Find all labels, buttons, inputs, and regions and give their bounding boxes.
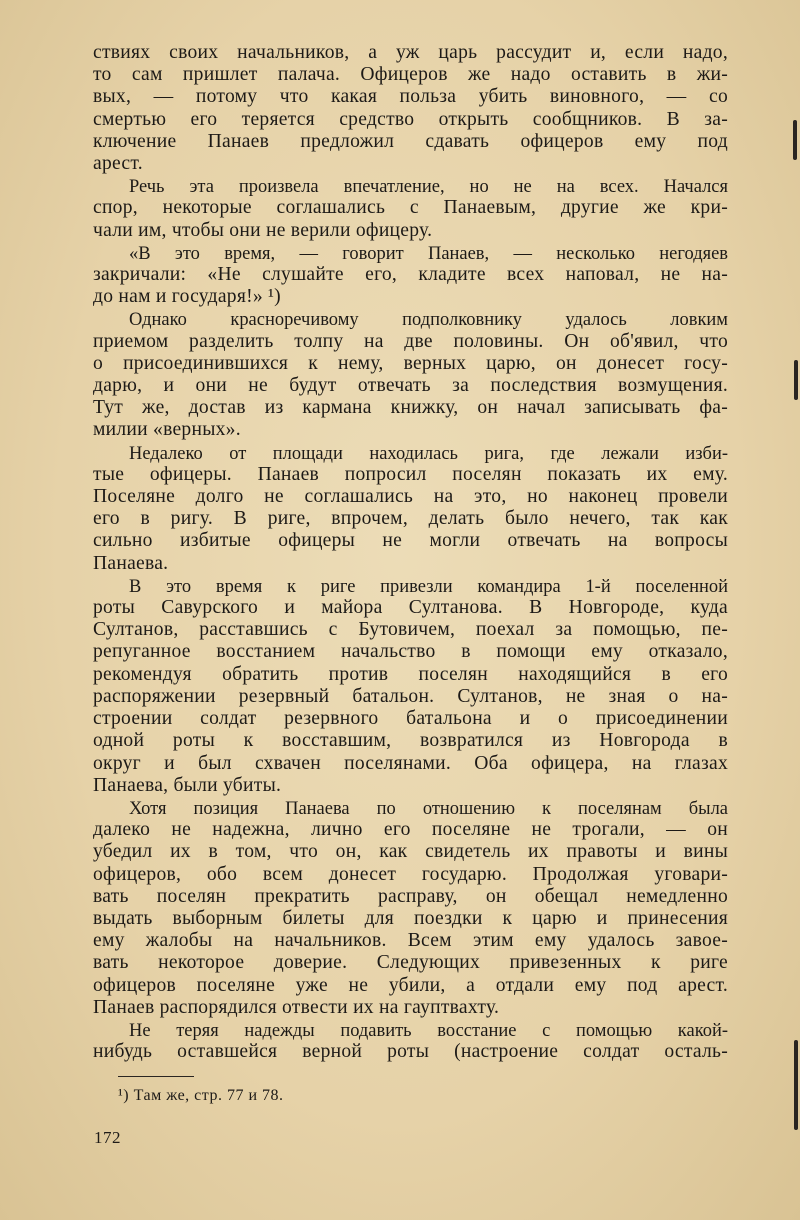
text-line: смертью его теряется средство открыть сообщников. В за- [93,108,728,130]
text-line: Султанов, расставшись с Бутовичем, поехал за помощью, пе- [93,619,728,641]
text-line: убедил их в том, что он, как свидетель их правоты и вины [93,841,728,863]
text-line: далеко не надежна, лично его поселяне не трогали, — он [93,819,728,841]
main-text [93,42,728,1063]
text-line: Не теряя надежды подавить восстание с помощью какой- [129,1019,728,1040]
footnote-text: Там же, стр. 77 и 78. [129,1087,284,1104]
text-line: вать некоторое доверие. Следующих привезенных к риге [93,952,728,974]
text-line: Речь эта произвела впечатление, но не на всех. Начался [129,176,728,197]
text-line: Панаев распорядился отвести их на гауптвахту. [93,996,500,1018]
text-line: о присоединившихся к нему, верных царю, он донесет госу- [93,352,728,374]
text-line: офицеров, обо всем донесет государю. Продолжая уговари- [93,863,728,885]
text-line: чали им, чтобы они не верили офицеру. [93,219,433,241]
text-line: Панаева. [93,552,169,574]
text-line: репуганное восстанием начальство в помощи ему отказало, [93,641,728,663]
text-line: ключение Панаев предложил сдавать офицеров ему под [93,130,728,152]
text-line: выдать выборным билеты для поездки к царю и принесения [93,907,728,929]
text-line: вать поселян прекратить расправу, он обещал немедленно [93,885,728,907]
text-line: В это время к риге привезли командира 1-й поселенной [129,575,728,596]
text-line: приемом разделить толпу на две половины. Он об'явил, что [93,330,728,352]
text-line: спор, некоторые соглашались с Панаевым, другие же кри- [93,197,728,219]
text-line: Тут же, достав из кармана книжку, он начал записывать фа- [93,397,728,419]
text-line: округ и был схвачен поселянами. Оба офицера, на глазах [93,752,728,774]
text-line: нибудь оставшейся верной роты (настроение солдат осталь- [93,1041,728,1063]
footnote-marker: ¹) [118,1087,130,1104]
text-line: тые офицеры. Панаев попросил поселян показать их ему. [93,463,728,485]
text-line: «В это время, — говорит Панаев, — несколько негодяев [129,242,728,263]
text-line: Однако красноречивому подполковнику удалось ловким [129,309,728,330]
text-line: сильно избитые офицеры не могли отвечать на вопросы [93,530,728,552]
text-line: ствиях своих начальников, а уж царь рассудит и, если надо, [93,42,728,63]
text-line: вых, — потому что какая польза убить виновного, — со [93,86,728,108]
page-edge-mark [794,360,798,400]
page-edge-mark [793,120,797,160]
text-line: ему жалобы на начальников. Всем этим ему удалось завое- [93,930,728,952]
text-line: милии «верных». [93,419,241,441]
text-line: Панаева, были убиты. [93,774,282,796]
page-number: 172 [94,1128,121,1147]
page-edge-mark [794,1040,798,1130]
text-line: арест. [93,153,143,175]
footnote-divider [118,1076,194,1077]
text-line: его в ригу. В риге, впрочем, делать было нечего, так как [93,508,728,530]
footnote [118,1086,284,1106]
text-line: то сам пришлет палача. Офицеров же надо оставить в жи- [93,64,728,86]
text-line: закричали: «Не слушайте его, кладите всех наповал, не на- [93,264,728,286]
text-line: распоряжении резервный батальон. Султанов, не зная о на- [93,685,728,707]
text-line: Поселяне долго не соглашались на это, но наконец провели [93,486,728,508]
text-line: роты Савурского и майора Султанова. В Новгороде, куда [93,597,728,619]
text-line: рекомендуя обратить против поселян находящийся в его [93,663,728,685]
text-line: до нам и государя!» ¹) [93,286,281,308]
text-line: дарю, и они не будут отвечать за последствия возмущения. [93,375,728,397]
text-line: одной роты к восставшим, возвратился из Новгорода в [93,730,728,752]
text-line: Недалеко от площади находилась рига, где лежали изби- [129,442,728,463]
text-line: Хотя позиция Панаева по отношению к поселянам была [129,797,728,818]
text-line: офицеров поселяне уже не убили, а отдали ему под арест. [93,974,728,996]
text-line: строении солдат резервного батальона и о присоединении [93,708,728,730]
